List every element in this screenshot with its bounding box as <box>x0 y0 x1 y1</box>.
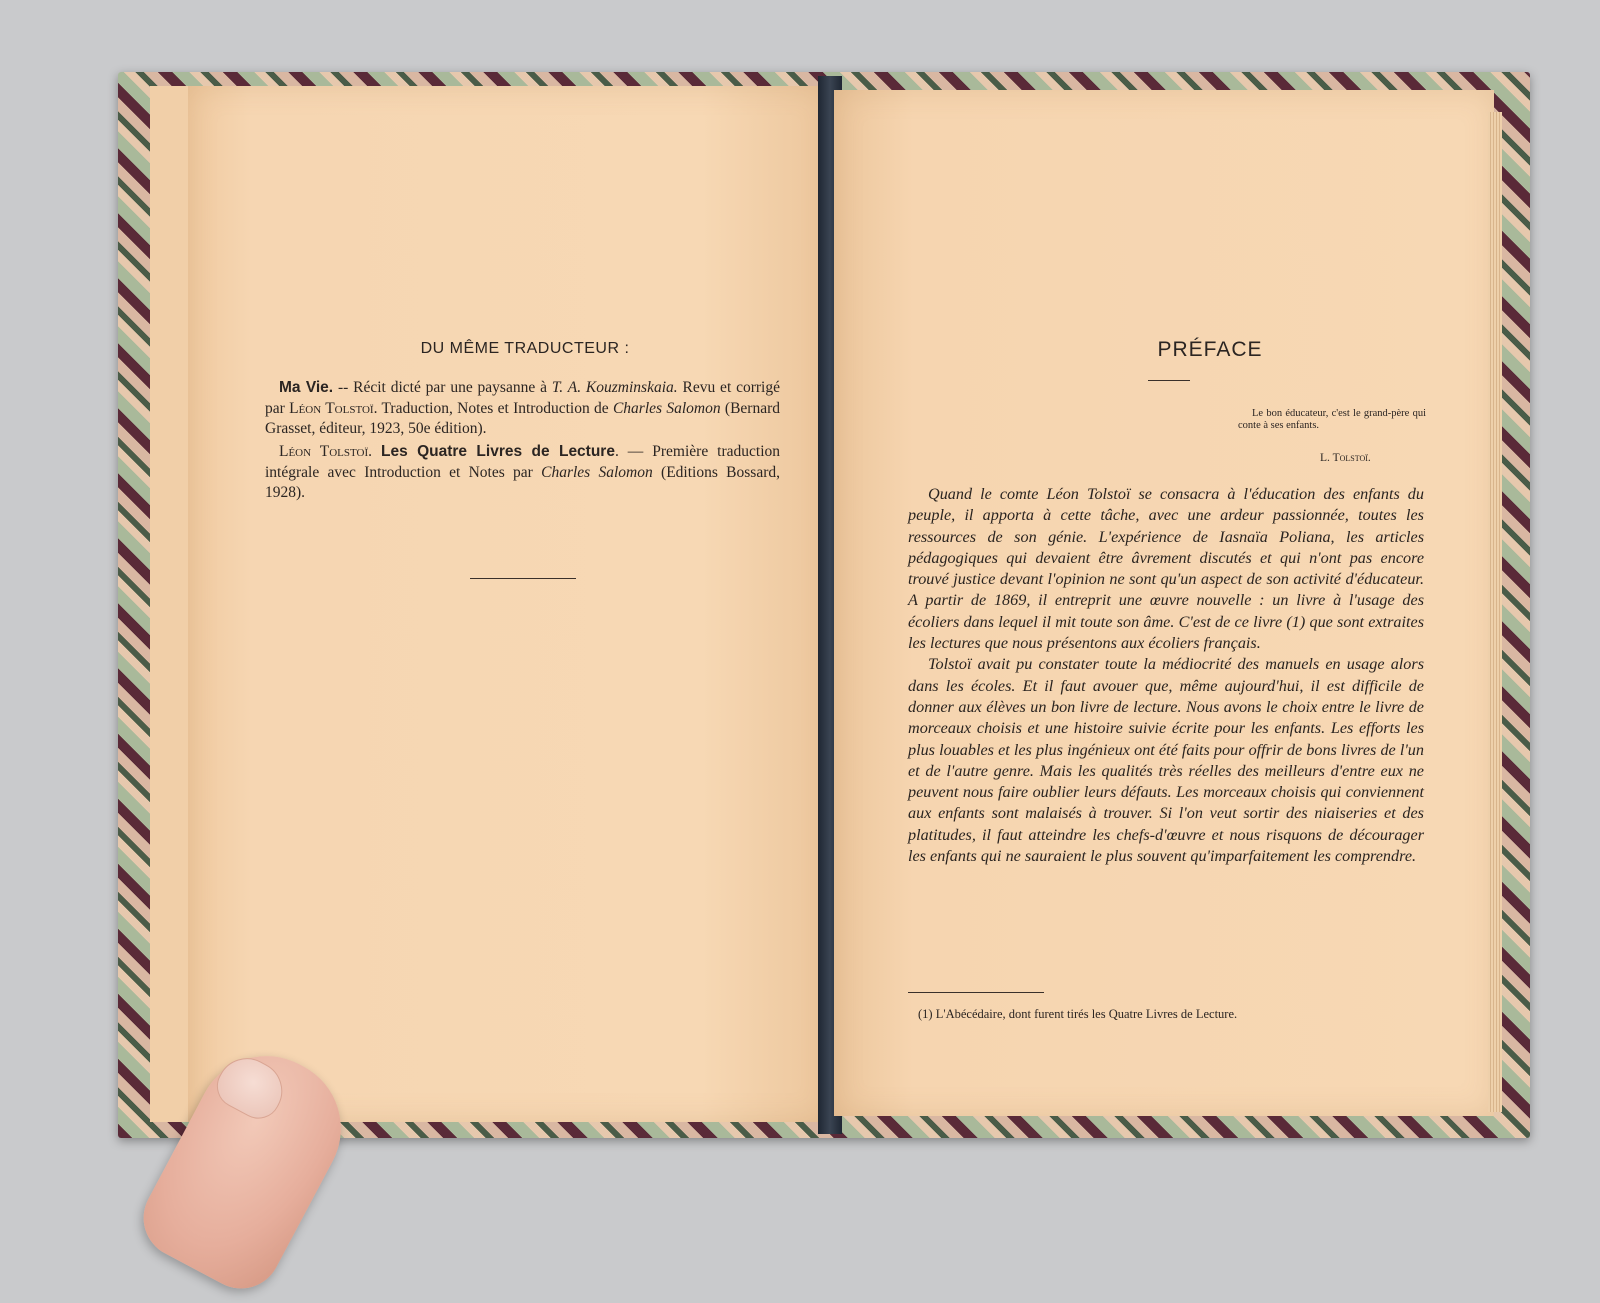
entry-author: T. A. Kouzminskaia. <box>551 379 678 396</box>
left-page <box>150 86 830 1122</box>
entry-text: . Traduction, Notes et Introduction de <box>373 399 613 417</box>
heading-rule <box>1148 380 1190 381</box>
entry-author: Léon Tolstoï <box>279 443 369 460</box>
left-page-heading: DU MÊME TRADUCTEUR : <box>420 340 630 357</box>
footnote-rule <box>908 992 1044 993</box>
epigraph-signature: L. Tolstoï. <box>1320 452 1371 464</box>
entry-author: Léon Tolstoï <box>289 399 374 417</box>
preface-body <box>908 484 1424 867</box>
entry-text: (Editions Bossard, 1928). <box>265 463 780 501</box>
page-edges <box>1488 112 1502 1112</box>
preface-paragraph-2: Tolstoï avait pu constater toute la médiocrité des manuels en usage alors dans les écoles. Et il faut avouer que, même aujourd'hui, il est difficile de donner aux élèves un bon livre de lecture. Nous avons le choix entre le livre de morceaux choisis et une histoire suivie écrite pour les enfants. Les efforts les plus louables et les plus ingénieux ont été faits pour offrir de bons livres de l'un et de l'autre genre. Mais les qualités très réelles des meilleurs d'entre eux ne peuvent nous faire oublier leurs défauts. Les morceaux choisis qui conviennent aux enfants sont malaisés à trouver. Si l'on veut sortir des niaiseries et des platitudes, il faut atteindre les chefs-d'œuvre et nous risquons de décourager les enfants qui ne sauraient le plus souvent qu'imparfaitement les comprendre. <box>908 655 1424 866</box>
entry-text: -- Récit dicté par une paysanne à <box>333 379 552 396</box>
entry-text: (Bernard Grasset, éditeur, 1923, 50e édition). <box>265 399 781 437</box>
preface-heading: PRÉFACE <box>1157 338 1263 361</box>
bibliography-entry-quatre-livres: Léon Tolstoï. Les Quatre Livres de Lecture. — Première traduction intégrale avec Introduction et Notes par Charles Salomon (Editions Bossard, 1928). <box>265 443 781 501</box>
entry-title: Ma Vie. <box>279 379 334 396</box>
footnote: (1) L'Abécédaire, dont furent tirés les Quatre Livres de Lecture. <box>918 1007 1238 1021</box>
entry-text: Revu et corrigé par <box>265 379 780 417</box>
entry-translator: Charles Salomon <box>612 399 721 417</box>
bibliography-entry-ma-vie <box>265 378 780 440</box>
preface-paragraph-1: Quand le comte Léon Tolstoï se consacra à l'éducation des enfants du peuple, il apporta à cette tâche, avec une ardeur passionnée, toutes les ressources de son génie. L'expérience de Iasnaïa Poliana, les articles pédagogiques qui devaient être âvrement discutés et qui n'ont pas encore trouvé justice devant l'opinion ne sont qu'un aspect de son activité d'éducateur. A partir de 1869, il entreprit une œuvre nouvelle : un livre à l'usage des écoliers dans lequel il mit toute son âme. C'est de ce livre (1) que sont extraites les lectures que nous présentons aux écoliers français. <box>908 485 1424 653</box>
entry-translator: Charles Salomon <box>541 463 653 481</box>
entry-title: Les Quatre Livres de Lecture <box>380 443 615 460</box>
divider-rule <box>470 578 576 579</box>
epigraph: Le bon éducateur, c'est le grand-père qui conte à ses enfants. <box>1238 408 1426 431</box>
entry-text: . — Première traduction intégrale avec Introduction et Notes par <box>265 443 781 481</box>
